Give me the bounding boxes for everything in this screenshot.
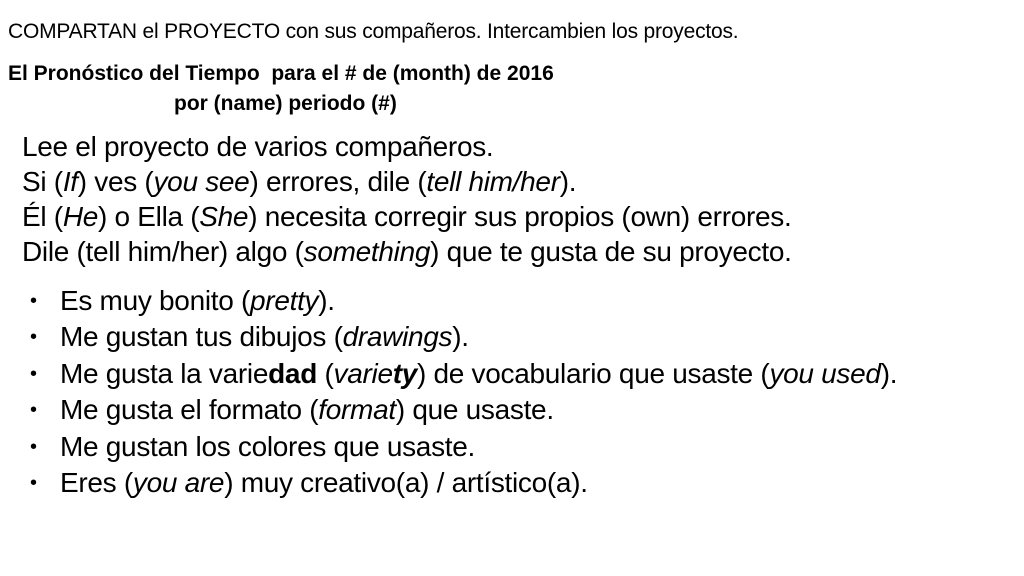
text-segment: Me gustan tus dibujos ( [60,321,343,353]
instruction-text: COMPARTAN el PROYECTO con sus compañeros. Intercambien los proyectos. [8,20,739,43]
bold-italic-segment: ty [392,357,418,389]
text-segment: ). [880,357,898,389]
text-segment: ) muy creativo(a) / artístico(a). [224,467,588,499]
text-segment: Si ( [22,166,63,197]
bullet-icon: • [30,399,37,422]
bullet-icon: • [30,326,37,349]
italic-segment: you see [153,166,250,197]
text-segment: ) errores, dile ( [249,166,427,197]
text-segment: ). [559,166,577,197]
italic-segment: tell him/her [426,166,560,197]
list-item [22,429,897,465]
paragraph-line-1 [22,129,792,164]
italic-segment: you are [132,467,225,499]
text-segment: ). [452,321,469,353]
instructions-paragraph [22,129,792,269]
text-segment: Me gustan los colores que usaste. [60,430,476,462]
italic-segment: drawings [342,321,453,353]
italic-segment: pretty [250,285,319,316]
italic-segment: varie [333,357,393,389]
bullet-icon: • [30,362,37,385]
italic-segment: format [318,394,396,426]
text-segment: ) que usaste. [395,394,554,426]
text-segment: ( [317,357,334,389]
italic-segment: He [62,201,99,232]
list-item [22,465,897,501]
text-segment: Él ( [22,201,63,232]
title-line-1: El Pronóstico del Tiempo para el # de (month) de 2016 [8,62,554,85]
paragraph-line-2 [22,164,792,199]
bold-segment: dad [268,357,318,389]
title-line-2: por (name) periodo (#) [174,92,397,115]
text-segment: ). [318,285,335,316]
italic-segment: She [199,201,249,232]
list-item [22,356,897,392]
feedback-phrases-list [22,283,897,501]
bullet-icon: • [30,290,37,312]
italic-segment: If [62,166,78,197]
italic-segment: something [303,236,431,267]
list-item [22,319,897,355]
text-segment: Me gusta el formato ( [60,394,319,426]
text-segment: Es muy bonito ( [60,285,251,316]
text-segment: Me gusta la varie [60,357,269,389]
text-segment: ) necesita corregir sus propios (own) errores. [248,201,792,232]
text-segment: Eres ( [60,467,133,499]
text-segment: ) de vocabulario que usaste ( [417,357,770,389]
paragraph-line-4 [22,234,792,269]
text-segment: ) ves ( [77,166,154,197]
italic-segment: you used [769,357,881,389]
list-item [22,392,897,428]
text-segment: ) que te gusta de su proyecto. [430,236,792,267]
text-segment: Dile (tell him/her) algo ( [22,236,304,267]
text-segment: ) o Ella ( [98,201,200,232]
paragraph-line-1-text: Lee el proyecto de varios compañeros. [22,131,494,162]
list-item [22,283,897,319]
paragraph-line-3 [22,199,792,234]
bullet-icon: • [30,472,37,495]
bullet-icon: • [30,435,37,458]
